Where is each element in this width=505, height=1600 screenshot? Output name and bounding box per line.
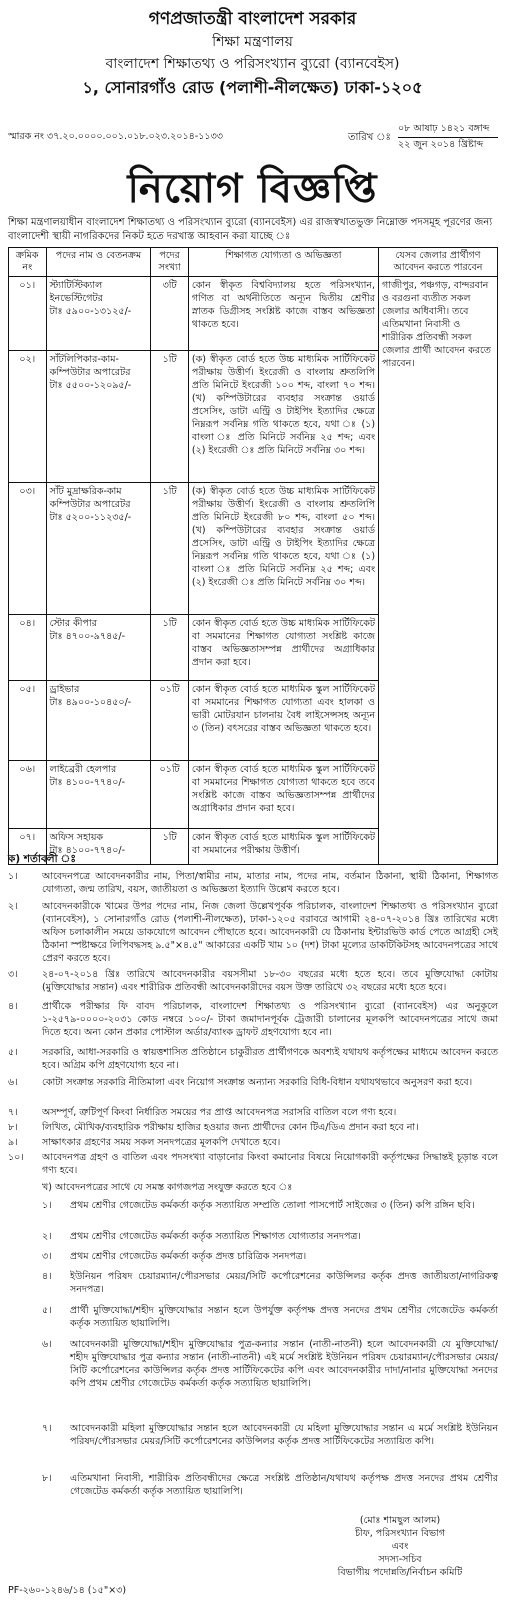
condition-number: ৩।	[8, 969, 18, 980]
attachment-text: এতিমখানা নিবাসী, শারীরিক প্রতিবন্ধীদের ক্ষেত্রে সংশ্লিষ্ট প্রতিষ্ঠান/যথাযথ কর্তৃপক্ষ প্রদত্ত সনদের প্রথম শ্রেণীর গেজেটেড কর্মকর্তা কর্তৃক সত্যায়িত ছায়ালিপি।	[70, 1473, 498, 1497]
row-serial: ০৪।	[9, 615, 47, 681]
condition-item	[8, 968, 498, 994]
header-post-count: পদের সংখ্যা	[151, 248, 189, 277]
post-name: অফিস সহায়ক	[49, 832, 104, 843]
attachment-item	[8, 1422, 498, 1448]
row-serial: ০৩।	[9, 483, 47, 615]
condition-text: আবেদনকারীকে খামের উপর পদের নাম, নিজ জেলা উল্লেখপূর্বক পরিচালক, বাংলাদেশ শিক্ষাতথ্য ও পরিসংখ্যান ব্যুরো (ব্যানবেইস), ১ সোনারগাঁও রোড (পলাশী-নীলক্ষেত), ঢাকা-১২০৫ বরাবরে আগামী ২৪-০৭-২০১৪ খ্রিঃ তারিখের মধ্যে অফিস চলাকালীন সময়ে ডাকযোগে আবেদন পৌছাতে হবে। আবেদনকারী যে ঠিকানায় ইন্টারভিউ কার্ড পেতে আগ্রহী সেই ঠিকানা স্পষ্টাক্ষরে লিপিবদ্ধসহ ৯.৫"×৪.৫" আকারের একটি খাম ১০ (দশ) টাকা মূল্যের ডাকটিকিটসহ আবেদনপত্রের সাথে প্রেরণ করতে হবে।	[42, 901, 498, 964]
condition-number: ১।	[8, 871, 18, 882]
condition-item	[8, 1121, 498, 1134]
attachment-item	[8, 1304, 498, 1330]
attachment-text: প্রথম শ্রেণীর গেজেটেড কর্মকর্তা কর্তৃক সত্যায়িত সম্প্রতি তোলা পাসপোর্ট সাইজের ৩ (তিন) কপি রঙ্গিন ছবি।	[70, 1200, 475, 1211]
attachment-number: ৫।	[42, 1305, 52, 1316]
attachment-number: ৮।	[42, 1473, 52, 1484]
attachment-item	[8, 1270, 498, 1296]
row-qualification: (ক) স্বীকৃত বোর্ড হতে উচ্চ মাধ্যমিক সার্টিফিকেট পরীক্ষায় উত্তীর্ণ। ইংরেজী ও বাংলায় শ্রুতলিপি প্রতি মিনিটে ইংরেজী ৮০ শব্দ, বাংলা ৫০ শব্দ। (খ) কম্পিউটারের ব্যবহার সংক্রান্ত ওয়ার্ড প্রসেসিং, ডাটা এন্ট্রি ও টাইপিং ইত্যাদির ক্ষেত্রে নিম্নরূপ সর্বনিম্ন গতি থাকতে হবে, যথা ঃ (১) বাংলা ঃ প্রতি মিনিটে সর্বনিম্ন ২৫ শব্দ; এবং (২) ইংরেজী ঃ প্রতি মিনিটে সর্বনিম্ন ৩০ শব্দ।	[188, 483, 378, 615]
condition-text: সরকারি, আধা-সরকারি ও স্বায়ত্তশাসিত প্রতিষ্ঠানে চাকুরীরত প্রার্থীগণকে অবশ্যই যথাযথ কর্তৃপক্ষের মাধ্যমে আবেদন করতে হবে। অগ্রিম কপি গ্রহণযোগ্য হবে না।	[42, 1047, 498, 1071]
attachments-heading: খ) আবেদনপত্রের সাথে যে সমস্ত কাগজপত্র সংযুক্ত করতে হবে ঃ	[42, 1182, 293, 1193]
condition-item	[8, 1106, 498, 1119]
header-eligible-districts: যেসব জেলার প্রার্থীগণ আবেদন করতে পারবেন	[379, 248, 498, 277]
attachment-item	[8, 1250, 498, 1263]
row-count: ০১টি	[151, 681, 189, 761]
row-post	[46, 681, 151, 761]
condition-item	[8, 870, 498, 896]
attachment-number: ৪।	[42, 1271, 52, 1282]
row-post	[46, 483, 151, 615]
condition-text: আবেদনপত্র গ্রহণ ও বাতিল এবং পদসংখ্যা বাড়ানোর কিংবা কমানোর বিষয়ে নিয়োগকারী কর্তৃপক্ষের সিদ্ধান্তই চূড়ান্ত বলে গণ্য হবে।	[42, 1152, 498, 1176]
signature-block	[300, 1514, 500, 1579]
table-header-row	[9, 248, 498, 277]
post-name: লাইব্রেরী হেলপার	[49, 764, 117, 775]
row-count: ১টি	[151, 351, 189, 483]
attachment-text: ইউনিয়ন পরিষদ চেয়ারম্যান/পৌরসভার মেয়র/সিটি কর্পোরেশনের কাউন্সিলর কর্তৃক প্রদত্ত জাতীয়তা/নাগরিকত্ব সনদপত্র।	[70, 1271, 498, 1295]
row-serial: ০২।	[9, 351, 47, 483]
attachment-number: ৭।	[42, 1423, 52, 1434]
post-pay-scale: টাঃ ৪১০০-৭৭৪০/-	[49, 777, 126, 788]
condition-item	[8, 1136, 498, 1149]
condition-text: ২৪-০৭-২০১৪ খ্রিঃ তারিখে আবেদনকারীর বয়সসীমা ১৮-৩০ বছরের মধ্যে হতে হবে। তবে মুক্তিযোদ্ধা কোটায় (মুক্তিযোদ্ধার সন্তান) এবং শারীরিক প্রতিবন্ধী আবেদনকারীদের বয়স উক্ত তারিখে ৩২ বছরের মধ্যে হতে হবে।	[42, 969, 498, 993]
row-qualification: কোন স্বীকৃত বোর্ড হতে মাধ্যমিক স্কুল সার্টিফিকেট বা সমমানের শিক্ষাগত যোগ্যতা থাকতে হবে তবে সংশ্লিষ্ট কাজে বাস্তব অভিজ্ঞতাসম্পন্ন প্রার্থীদের অগ্রাধিকার প্রদান করা হবে।	[188, 761, 378, 829]
row-count: ১টি	[151, 829, 189, 865]
intro-paragraph: শিক্ষা মন্ত্রণালয়াধীন বাংলাদেশ শিক্ষাতথ্য ও পরিসংখ্যান ব্যুরো (ব্যানবেইস) এর রাজস্বখাতভুক্ত নিম্নোক্ত পদসমূহ পূরণের জন্য বাংলাদেশী স্থায়ী নাগরিকদের নিকট হতে দরখাস্ত আহবান করা যাচ্ছে ঃ	[8, 217, 493, 242]
posts-table	[8, 247, 498, 865]
condition-item	[8, 1076, 498, 1089]
attachment-item	[8, 1230, 498, 1243]
condition-number: ৭।	[8, 1107, 18, 1118]
post-pay-scale: টাঃ ৫২০০-১১২৩৫/-	[49, 512, 132, 523]
condition-text: কোটা সংক্রান্ত সরকারি নীতিমালা এবং নিয়োগ সংক্রান্ত অন্যান্য সরকারি বিধি-বিধান যথাযথভাবে অনুসরণ করা হবে।	[42, 1077, 473, 1088]
row-qualification: কোন স্বীকৃত বোর্ড হতে মাধ্যমিক স্কুল সার্টিফিকেট বা সমমানের পরীক্ষায় উত্তীর্ণ।	[188, 829, 378, 865]
row-post	[46, 351, 151, 483]
condition-text: লিখিত, মৌখিক/ব্যবহারিক পরীক্ষায় হাজির হওয়ার জন্য প্রার্থীদের কোন টিএ/ডিএ প্রদান করা হবে না।	[42, 1122, 419, 1133]
post-name: ড্রাইভার	[49, 684, 80, 695]
attachment-text: আবেদনকারী মুক্তিযোদ্ধা/শহীদ মুক্তিযোদ্ধার পুত্র-কন্যার সন্তান (নাতী-নাতনী) হলে আবেদনকারী যে মুক্তিযোদ্ধা/শহীদ মুক্তিযোদ্ধার পুত্র কন্যার সন্তান (নাতী-নাতনী) এই মর্মে সংশ্লিষ্ট ইউনিয়ন পরিষদ চেয়ারম্যান/পৌরসভার মেয়র/সিটি কর্পোরেশনের কাউন্সিলর কর্তৃক প্রদত্ত সার্টিফিকেটের কপি এবং আবেদনকারীর দাদা/নানার মুক্তিযোদ্ধা সনদের কপি প্রথম শ্রেণীর গেজেটেড কর্মকর্তা কর্তৃক সত্যায়িত ছায়ালিপি।	[70, 1339, 498, 1389]
row-serial: ০৬।	[9, 761, 47, 829]
signatory-conjunction: এবং	[391, 1541, 409, 1552]
date-block	[398, 122, 498, 152]
condition-text: আবেদনপত্রে আবেদনকারীর নাম, পিতা/স্বামীর নাম, মাতার নাম, পদের নাম, বর্তমান ঠিকানা, স্থায়ী ঠিকানা, শিক্ষাগত যোগ্যতা, জন্ম তারিখ, বয়স, জাতীয়তা ও অভিজ্ঞতা ইত্যাদি উল্লেখ করতে হবে।	[42, 871, 498, 895]
attachment-item	[8, 1338, 498, 1390]
header-serial: ক্রমিক নং	[9, 248, 47, 277]
post-name: স্ট্যাটিস্টিক্যাল ইনভেস্টিগেটর	[49, 280, 103, 304]
memo-number: স্মারক নং ৩৭.২০.০০০০.০০১.০১৮.০২৩.২০১৪-১১৩৩	[8, 131, 223, 142]
row-post	[46, 277, 151, 351]
row-qualification: কোন স্বীকৃত বিশ্ববিদ্যালয় হতে পরিসংখ্যান, গণিত বা অর্থনীতিতে অন্যূন দ্বিতীয় শ্রেণীর স্নাতক ডিগ্রীসহ সংশ্লিষ্ট কাজে বাস্তব অভিজ্ঞতা থাকতে হবে।	[188, 277, 378, 351]
condition-number: ৯।	[8, 1137, 18, 1148]
post-pay-scale: টাঃ ৪৯০০-১০৪৫০/-	[49, 697, 132, 708]
condition-item	[8, 900, 498, 965]
condition-number: ৫।	[8, 1047, 18, 1058]
condition-text: অসম্পূর্ণ, ত্রুটিপূর্ণ কিংবা নির্ধারিত সময়ের পর প্রাপ্ত আবেদনপত্র সরাসরি বাতিল বলে গণ্য হবে।	[42, 1107, 397, 1118]
row-serial: ০৭।	[9, 829, 47, 865]
print-code: PF-২৬০-১২৪৬/১৪ (১৫"×৩)	[8, 1585, 127, 1596]
post-pay-scale: টাঃ ৪৭০০-৯৭৪৫/-	[49, 631, 126, 642]
attachment-number: ২।	[42, 1231, 52, 1242]
eligible-districts-cell: গাজীপুর, পঞ্চগড়, বান্দরবান ও বরগুনা ব্যতীত সকল জেলার অধিবাসী। তবে এতিমখানা নিবাসী ও শারীরিক প্রতিবন্ধী সকল জেলার প্রার্থী আবেদন করতে পারবেন।	[379, 277, 498, 865]
signatory-role: সদস্য-সচিব	[378, 1554, 422, 1565]
date-label: তারিখ ঃ	[348, 132, 391, 143]
post-pay-scale: টাঃ ৪১০০-৭৭৪০/-	[49, 845, 126, 856]
attachment-text: প্রার্থী মুক্তিযোদ্ধা/শহীদ মুক্তিযোদ্ধার সন্তান হলে উপর্যুক্ত কর্তৃপক্ষ প্রদত্ত সনদের প্রথম শ্রেণীর গেজেটেড কর্মকর্তা কর্তৃক সত্যায়িত ছায়ালিপি।	[70, 1305, 498, 1329]
attachment-text: প্রথম শ্রেণীর গেজেটেড কর্মকর্তা কর্তৃক সত্যায়িত শিক্ষাগত যোগ্যতার সনদপত্র।	[70, 1231, 361, 1242]
date-english: ২২ জুন ২০১৪ খ্রিষ্টাব্দ	[398, 137, 498, 152]
attachment-item	[8, 1472, 498, 1498]
signatory-committee: বিভাগীয় পদোন্নতি/নির্বাচন কমিটি	[337, 1567, 463, 1578]
post-name: সাঁট মুদ্রাক্ষরিক-কাম কম্পিউটার অপারেটর	[49, 486, 131, 510]
row-qualification: কোন স্বীকৃত বোর্ড হতে মাধ্যমিক স্কুল সার্টিফিকেট বা সমমানের শিক্ষাগত যোগ্যতা এবং হালকা ও ভারী মোটরযান চালনায় বৈধ লাইসেন্সসহ অন্যূন ৩ (তিন) বৎসরের বাস্তব অভিজ্ঞতা থাকতে হবে।	[188, 681, 378, 761]
header-post-name: পদের নাম ও বেতনক্রম	[46, 248, 151, 277]
signatory-designation: চীফ, পরিসংখ্যান বিভাগ	[354, 1528, 446, 1539]
row-qualification: কোন স্বীকৃত বোর্ড হতে উচ্চ মাধ্যমিক সার্টিফিকেট বা সমমানের শিক্ষাগত যোগ্যতা সংশ্লিষ্ট কাজে বাস্তব অভিজ্ঞতাসম্পন্ন প্রার্থীদের অগ্রাধিকার প্রদান করা হবে।	[188, 615, 378, 681]
condition-number: ৬।	[8, 1077, 18, 1088]
row-serial: ০৫।	[9, 681, 47, 761]
condition-text: সাক্ষাৎকার গ্রহণের সময় সকল সনদপত্রের মূলকপি দেখাতে হবে।	[42, 1137, 281, 1148]
attachment-text: প্রথম শ্রেণীর গেজেটেড কর্মকর্তা কর্তৃক প্রদত্ত চারিত্রিক সনদপত্র।	[70, 1251, 307, 1262]
conditions-heading: ক) শর্তাবলী ঃ	[8, 853, 76, 865]
government-title: গণপ্রজাতন্ত্রী বাংলাদেশ সরকার	[148, 9, 357, 29]
condition-text: প্রার্থীকে পরীক্ষার ফি বাবদ পরিচালক, বাংলাদেশ শিক্ষাতথ্য ও পরিসংখ্যান ব্যুরো (ব্যানবেইস) এর অনুকূলে ১-২৫৭৯-০০০০-২০৩১ কোড নম্বরে ১০০/- টাকা জমাদানপূর্বক ট্রেজারী চালানের মূলকপি আবেদনপত্রের সাথে জমা দিতে হবে। অন্য কোন প্রকার পোস্টাল অর্ডার/ব্যাংক ড্রাফট গ্রহণযোগ্য হবে না।	[42, 1001, 498, 1038]
bureau-address: ১, সোনারগাঁও রোড (পলাশী-নীলক্ষেত) ঢাকা-১২০৫	[82, 78, 423, 97]
condition-item	[8, 1151, 498, 1177]
bureau-name: বাংলাদেশ শিক্ষাতথ্য ও পরিসংখ্যান ব্যুরো (ব্যানবেইস)	[105, 56, 400, 72]
row-serial: ০১।	[9, 277, 47, 351]
attachments-heading-row	[8, 1181, 498, 1194]
post-name: স্টোর কীপার	[49, 618, 97, 629]
notice-title: নিয়োগ বিজ্ঞপ্তি	[127, 166, 378, 212]
table-row	[9, 277, 498, 351]
row-post	[46, 615, 151, 681]
condition-item	[8, 1000, 498, 1039]
attachment-number: ৬।	[42, 1339, 52, 1350]
post-pay-scale: টাঃ ৫৫০০-১২০৯৫/-	[49, 380, 132, 391]
post-pay-scale: টাঃ ৫৯০০-১৩১২৫/-	[49, 306, 132, 317]
attachment-text: আবেদনকারী মহিলা মুক্তিযোদ্ধার সন্তান হলে আবেদনকারী যে মহিলা মুক্তিযোদ্ধার সন্তান এ মর্মে সংশ্লিষ্ট ইউনিয়ন পরিষদ/পৌরসভার মেয়র/সিটি কর্পোরেশনের কাউন্সিলর কর্তৃক প্রদত্ত সার্টিফিকেটের সত্যায়িত কপি।	[70, 1423, 498, 1447]
attachment-item	[8, 1199, 498, 1212]
condition-number: ৪।	[8, 1001, 18, 1012]
condition-number: ১০।	[8, 1152, 24, 1163]
ministry-name: শিক্ষা মন্ত্রণালয়	[212, 34, 293, 50]
row-count: ০১টি	[151, 761, 189, 829]
post-name: সাঁটলিপিকার-কাম-কম্পিউটার অপারেটর	[49, 354, 131, 378]
row-count: ১টি	[151, 615, 189, 681]
condition-number: ৮।	[8, 1122, 18, 1133]
row-qualification: (ক) স্বীকৃত বোর্ড হতে উচ্চ মাধ্যমিক সার্টিফিকেট পরীক্ষায় উত্তীর্ণ। ইংরেজী ও বাংলায় শ্রুতলিপি প্রতি মিনিটে ইংরেজী ১০০ শব্দ, বাংলা ৭০ শব্দ। (খ) কম্পিউটারের ব্যবহার সংক্রান্ত ওয়ার্ড প্রসেসিং, ডাটা এন্ট্রি ও টাইপিং ইত্যাদির ক্ষেত্রে নিম্নরূপ সর্বনিম্ন গতি থাকতে হবে, যথা ঃ (১) বাংলা ঃ প্রতি মিনিটে সর্বনিম্ন ২৫ শব্দ; এবং (২) ইংরেজী ঃ প্রতি মিনিটে সর্বনিম্ন ৩০ শব্দ।	[188, 351, 378, 483]
header-qualification: শিক্ষাগত যোগ্যতা ও অভিজ্ঞতা	[188, 248, 378, 277]
attachment-number: ৩।	[42, 1251, 52, 1262]
row-post	[46, 761, 151, 829]
condition-item	[8, 1046, 498, 1072]
signatory-name: (মোঃ শামছুল আলম)	[359, 1515, 441, 1526]
date-bangla: ০৮ আষাঢ় ১৪২১ বঙ্গাব্দ	[398, 123, 490, 134]
condition-number: ২।	[8, 901, 18, 912]
row-count: ১টি	[151, 483, 189, 615]
row-count: ৩টি	[151, 277, 189, 351]
attachment-number: ১।	[42, 1200, 52, 1211]
